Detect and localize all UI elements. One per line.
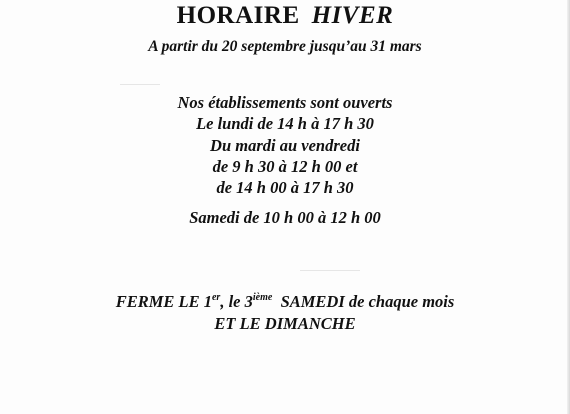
hours-saturday: Samedi de 10 h 00 à 12 h 00 — [189, 208, 381, 227]
date-range-subtitle: A partir du 20 septembre jusqu’au 31 mars — [148, 38, 422, 55]
hours-intro: Nos établissements sont ouverts — [177, 93, 393, 112]
closure-third-sup: ième — [252, 291, 273, 303]
closure-notice — [0, 292, 570, 312]
hours-weekdays-afternoon: de 14 h 00 à 17 h 30 — [216, 178, 354, 197]
closure-middle: , le 3 — [220, 292, 253, 311]
scan-artifact — [120, 84, 160, 85]
closure-suffix: SAMEDI de chaque mois — [272, 292, 455, 311]
closure-prefix: FERME LE 1 — [115, 292, 212, 311]
page-title — [0, 2, 570, 30]
scan-artifact — [300, 270, 360, 271]
title-main: HORAIRE — [176, 2, 300, 29]
closure-sunday: ET LE DIMANCHE — [214, 314, 356, 333]
hours-weekdays-label: Du mardi au vendredi — [210, 136, 360, 155]
hours-monday: Le lundi de 14 h à 17 h 30 — [196, 114, 374, 133]
title-season: HIVER — [311, 2, 394, 29]
hours-weekdays-morning: de 9 h 30 à 12 h 00 et — [212, 157, 358, 176]
closure-first-sup: er — [211, 291, 221, 303]
